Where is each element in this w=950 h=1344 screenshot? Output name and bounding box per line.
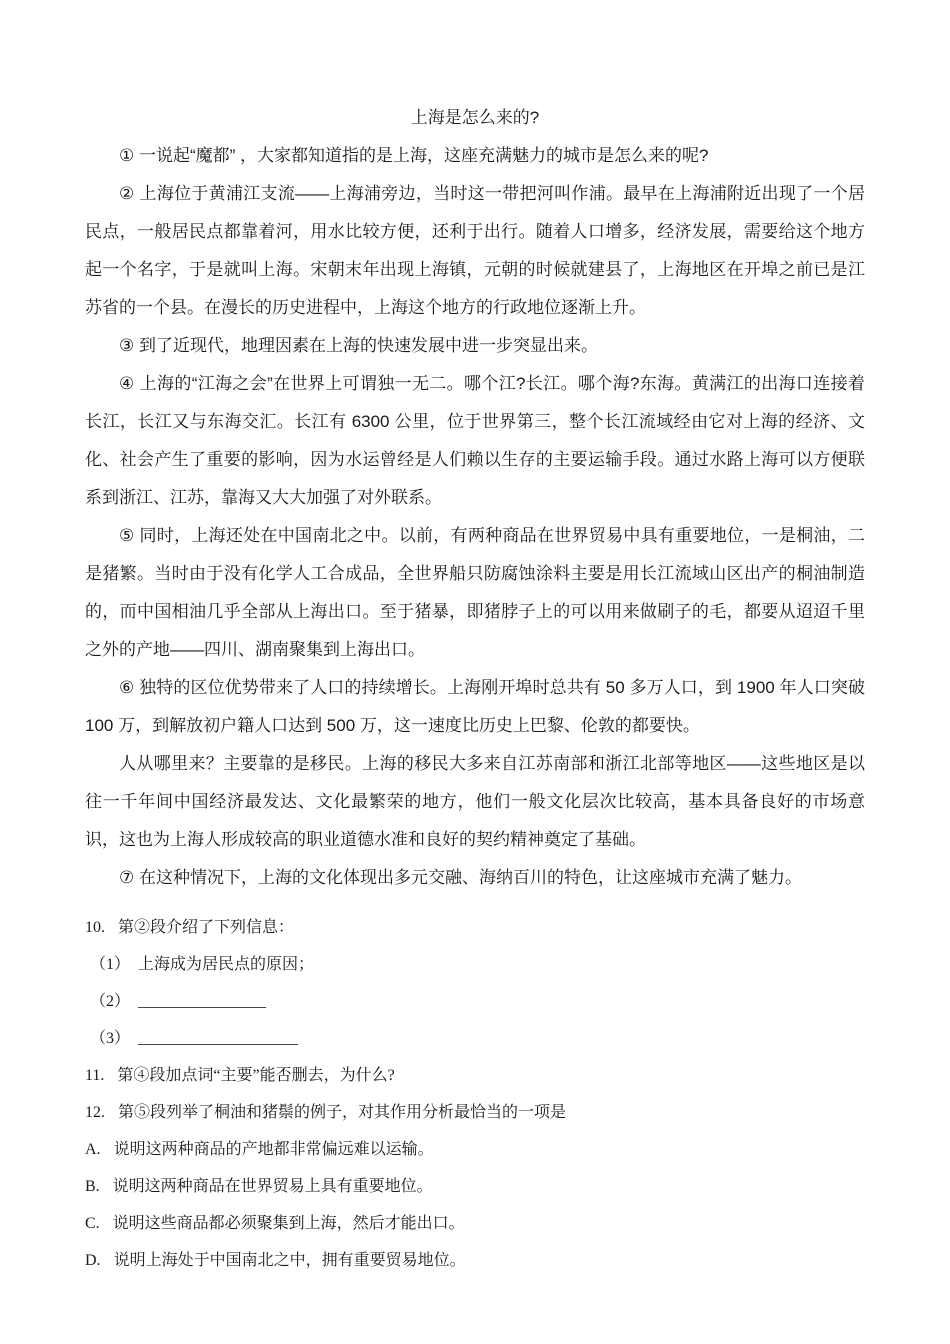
- question-10-item-2-label: （2）: [90, 993, 131, 1010]
- question-12-text: 第⑤段列举了桐油和猪鬃的例子，对其作用分析最恰当的一项是: [118, 1104, 567, 1121]
- option-d-text: 说明上海处于中国南北之中，拥有重要贸易地位。: [113, 1252, 466, 1269]
- passage-paragraph-2: ② 上海位于黄浦江支流——上海浦旁边，当时这一带把河叫作浦。最早在上海浦附近出现了一个居民点，一般居民点都靠着河，用水比较方便，还利于出行。随着人口增多，经济发展，需要给这个地方起一个名字，于是就叫上海。宋朝末年出现上海镇，元朝的时候就建县了，上海地区在开埠之前已是江苏省的一个县。在漫长的历史进程中，上海这个地方的行政地位逐渐上升。: [85, 184, 865, 317]
- question-12-option-a: [85, 1131, 865, 1168]
- reading-passage: [85, 99, 865, 897]
- question-12: [85, 1094, 865, 1131]
- question-10: [85, 909, 865, 946]
- passage-paragraph-6: ⑥ 独特的区位优势带来了人口的持续增长。上海刚开埠时总共有 50 多万人口，到 1900 年人口突破 100 万，到解放初户籍人口达到 500 万，这一速度比历史上巴黎、伦敦的都要快。: [85, 678, 865, 735]
- option-c-text: 说明这些商品都必须聚集到上海，然后才能出口。: [112, 1215, 465, 1232]
- answer-blank-2: ________________: [138, 993, 267, 1010]
- question-10-item-1-text: 上海成为居民点的原因；: [138, 956, 315, 973]
- passage-paragraph-8: ⑦ 在这种情况下，上海的文化体现出多元交融、海纳百川的特色，让这座城市充满了魅力。: [119, 868, 802, 887]
- option-d-label: D.: [85, 1252, 101, 1269]
- passage-paragraph-3: ③ 到了近现代，地理因素在上海的快速发展中进一步突显出来。: [119, 336, 598, 355]
- question-12-option-d: [85, 1242, 865, 1279]
- option-b-label: B.: [85, 1178, 100, 1195]
- option-c-label: C.: [85, 1215, 100, 1232]
- answer-blank-3: ____________________: [138, 1030, 299, 1047]
- question-10-text: 第②段介绍了下列信息：: [118, 919, 295, 936]
- option-b-text: 说明这两种商品在世界贸易上具有重要地位。: [112, 1178, 433, 1195]
- question-11-text: 第④段加点词“主要”能否删去，为什么?: [117, 1067, 395, 1084]
- option-a-label: A.: [85, 1141, 101, 1158]
- question-12-option-c: [85, 1205, 865, 1242]
- question-12-number: 12.: [85, 1104, 105, 1121]
- passage-paragraph-7: 人从哪里来？主要靠的是移民。上海的移民大多来自江苏南部和浙江北部等地区——这些地区是以往一千年间中国经济最发达、文化最繁荣的地方，他们一般文化层次比较高，基本具备良好的市场意识，这也为上海人形成较高的职业道德水准和良好的契约精神奠定了基础。: [85, 754, 865, 849]
- question-10-item-3: [85, 1020, 865, 1057]
- question-10-item-2: [85, 983, 865, 1020]
- question-12-option-b: [85, 1168, 865, 1205]
- passage-paragraph-5: ⑤ 同时，上海还处在中国南北之中。以前，有两种商品在世界贸易中具有重要地位，一是桐油，二是猪繁。当时由于没有化学人工合成品，全世界船只防腐蚀涂料主要是用长江流域山区出产的桐油制造的，而中国相油几乎全部从上海出口。至于猪暴，即猪脖子上的可以用来做刷子的毛，都要从迢迢千里之外的产地——四川、湖南聚集到上海出口。: [85, 526, 865, 659]
- passage-title: 上海是怎么来的?: [410, 108, 540, 127]
- passage-paragraph-4: ④ 上海的“江海之会”在世界上可谓独一无二。哪个江?长江。哪个海?东海。黄满江的出海口连接着长江，长江又与东海交汇。长江有 6300 公里，位于世界第三，整个长江流域经由它对上海的经济、文化、社会产生了重要的影响，因为水运曾经是人们赖以生存的主要运输手段。通过水路上海可以方便联系到浙江、江苏，靠海又大大加强了对外联系。: [85, 374, 865, 507]
- question-11-number: 11.: [85, 1067, 105, 1084]
- option-a-text: 说明这两种商品的产地都非常偏远难以运输。: [113, 1141, 434, 1158]
- question-10-number: 10.: [85, 919, 105, 936]
- question-11: [85, 1057, 865, 1094]
- passage-paragraph-1: ① 一说起“魔都” ，大家都知道指的是上海，这座充满魅力的城市是怎么来的呢?: [119, 146, 709, 165]
- question-10-item-1: [85, 946, 865, 983]
- question-section: [85, 909, 865, 1279]
- question-10-item-3-label: （3）: [90, 1030, 131, 1047]
- question-10-item-1-label: （1）: [90, 956, 131, 973]
